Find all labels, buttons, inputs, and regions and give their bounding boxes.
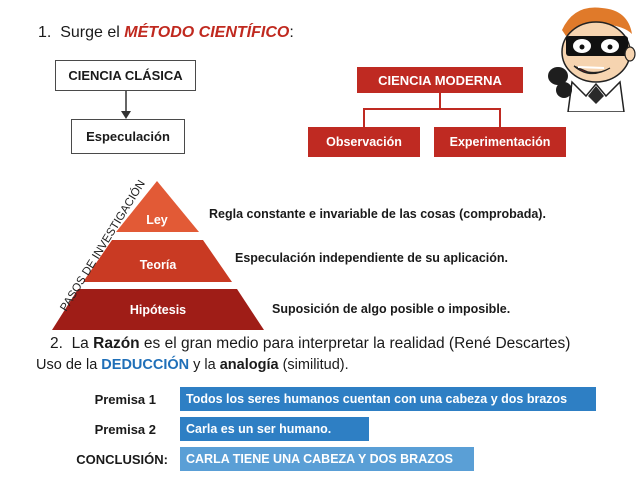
- heading-suffix: :: [289, 24, 294, 41]
- premise-2-text: Carla es un ser humano.: [186, 422, 332, 436]
- premise-1-box: [180, 387, 596, 411]
- heading-number: 1.: [38, 24, 52, 41]
- pyramid-label-ley: Ley: [146, 213, 168, 227]
- ciencia-clasica-label: CIENCIA CLÁSICA: [68, 68, 183, 83]
- svg-text:PASOS DE INVESTIGACIÓN: [58, 178, 148, 313]
- section-2-line-1: [50, 335, 570, 353]
- experimentacion-label: Experimentación: [449, 135, 551, 149]
- deduccion-highlight: DEDUCCIÓN: [101, 357, 190, 373]
- conclusion-text: CARLA TIENE UNA CABEZA Y DOS BRAZOS: [186, 452, 453, 466]
- section-2-text-a: La: [71, 335, 94, 352]
- section-2-line2-c: (similitud).: [278, 357, 349, 373]
- description-teoria: Especulación independiente de su aplicación.: [235, 251, 508, 265]
- section-2-line2-b: y la: [189, 357, 220, 373]
- section-2-number: 2.: [50, 335, 63, 352]
- observacion-label: Observación: [326, 135, 402, 149]
- premise-1-label: Premisa 1: [94, 392, 156, 407]
- heading-prefix: Surge el: [60, 24, 125, 41]
- pasos-investigacion-label: PASOS DE INVESTIGACIÓN: [58, 178, 148, 314]
- conclusion-box: [180, 447, 474, 471]
- analogia-bold: analogía: [219, 357, 279, 373]
- premise-1-text: Todos los seres humanos cuentan con una cabeza y dos brazos: [186, 392, 568, 406]
- premise-2-box: [180, 417, 369, 441]
- pyramid-label-teoria: Teoría: [139, 258, 177, 272]
- description-ley: Regla constante e invariable de las cosas (comprobada).: [209, 207, 546, 221]
- section-2-line-2: [36, 357, 349, 373]
- ciencia-moderna-label: CIENCIA MODERNA: [378, 72, 502, 88]
- conclusion-label: CONCLUSIÓN:: [76, 452, 168, 467]
- section-2-text-b: es el gran medio para interpretar la realidad (René Descartes): [139, 335, 571, 352]
- section-2-bold: Razón: [93, 335, 140, 352]
- heading-highlight: MÉTODO CIENTÍFICO: [124, 24, 290, 41]
- pyramid-label-hipotesis: Hipótesis: [129, 303, 187, 317]
- especulacion-label: Especulación: [86, 129, 170, 144]
- premise-2-label: Premisa 2: [94, 422, 156, 437]
- section-2-line2-a: Uso de la: [36, 357, 102, 373]
- description-hipotesis: Suposición de algo posible o imposible.: [272, 302, 511, 316]
